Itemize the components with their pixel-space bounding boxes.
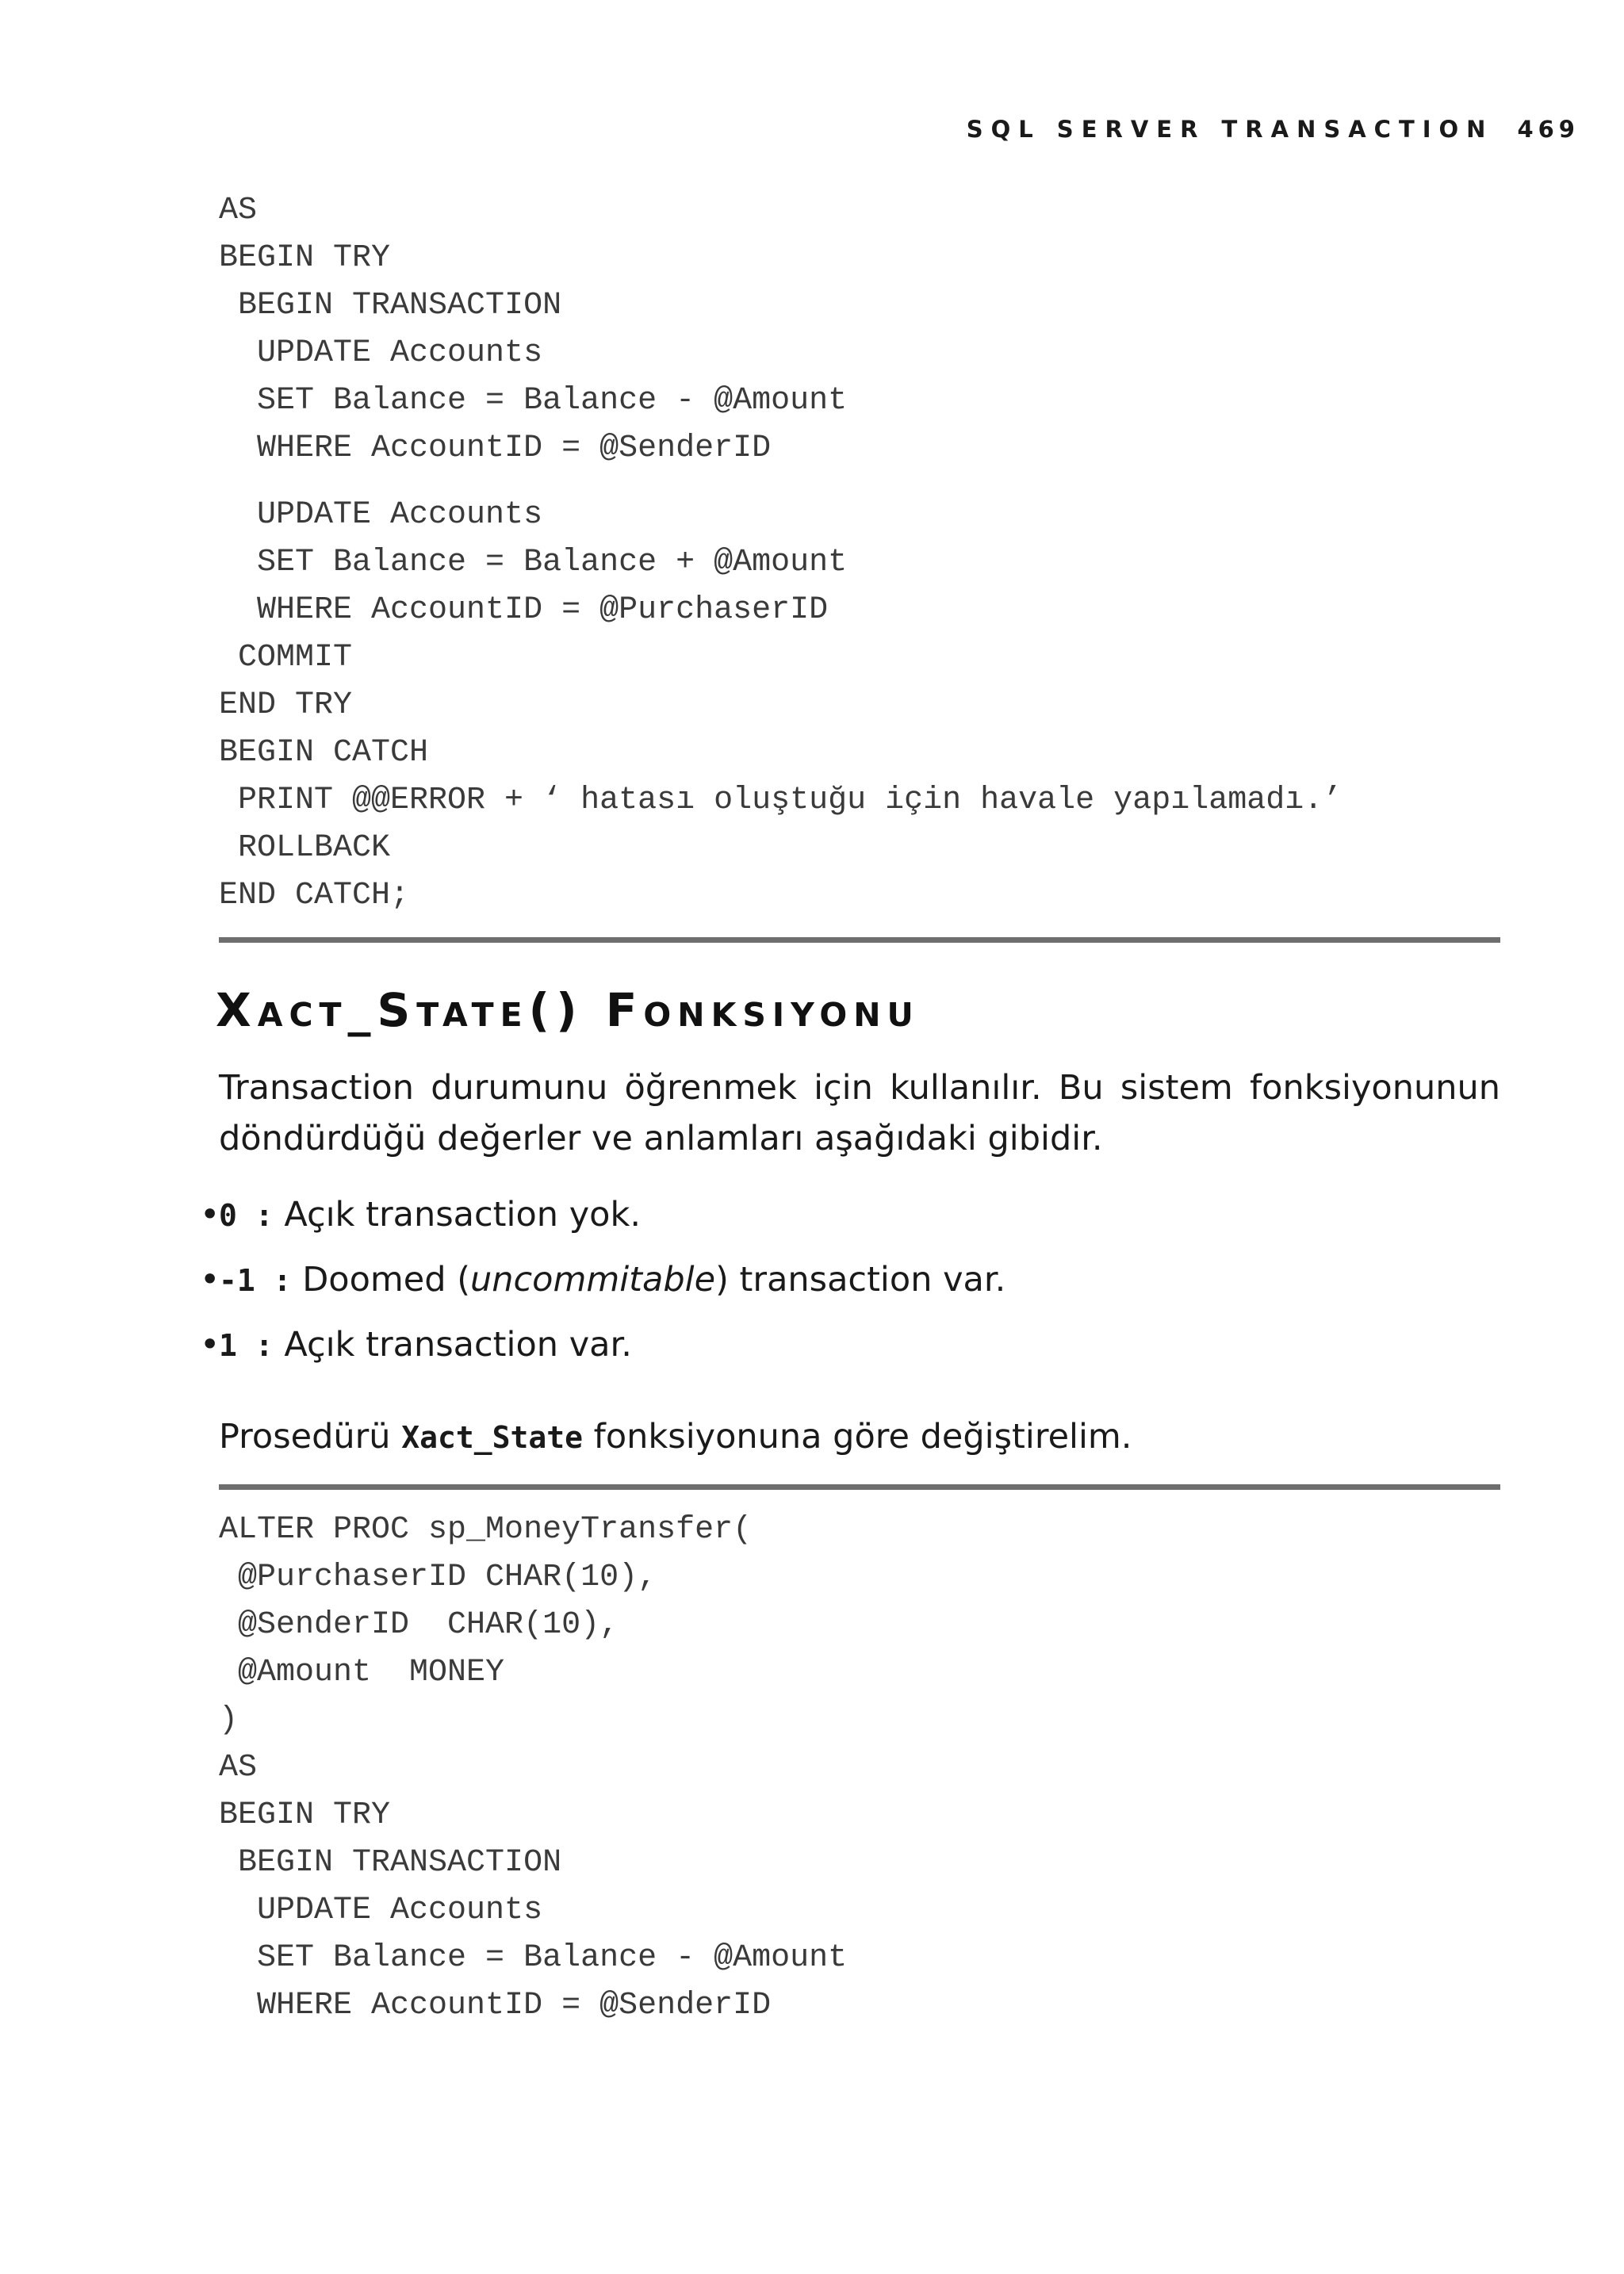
prosedur-after: fonksiyonuna göre değiştirelim. xyxy=(583,1417,1132,1457)
inline-code: Xact_State xyxy=(401,1420,584,1455)
section-title: Xact_State() Fonksiyonu xyxy=(216,983,920,1037)
page-number: 469 xyxy=(1517,116,1580,143)
code-line: WHERE AccountID = @SenderID xyxy=(219,1988,772,2023)
list-item xyxy=(200,1189,1005,1254)
code-line: ALTER PROC sp_MoneyTransfer( xyxy=(219,1512,753,1548)
divider xyxy=(219,1484,1500,1490)
code-line: WHERE AccountID = @PurchaserID xyxy=(219,592,829,628)
code-line: ROLLBACK xyxy=(219,830,391,866)
code-line: ) xyxy=(219,1702,239,1738)
bullet-value: 0 : xyxy=(219,1198,274,1233)
code-line: UPDATE Accounts xyxy=(219,497,543,533)
code-line: @SenderID CHAR(10), xyxy=(219,1607,619,1643)
code-line: @Amount MONEY xyxy=(219,1655,505,1690)
code-line: COMMIT xyxy=(219,640,353,676)
bullet-icon: • xyxy=(200,1325,220,1365)
code-line: SET Balance = Balance - @Amount xyxy=(219,383,848,419)
prosedur-paragraph xyxy=(219,1411,1500,1463)
bullet-icon: • xyxy=(200,1260,220,1300)
code-line: SET Balance = Balance - @Amount xyxy=(219,1940,848,1976)
bullet-text: Açık transaction yok. xyxy=(284,1195,642,1235)
bullet-text: Açık transaction var. xyxy=(284,1325,632,1365)
code-line: END CATCH; xyxy=(219,878,410,913)
code-block-top xyxy=(219,187,1342,920)
running-header xyxy=(872,116,1580,151)
intro-paragraph: Transaction durumunu öğrenmek için kullanılır. Bu sistem fonksiyonunun döndürdüğü değerler ve anlamları aşağıdaki gibidir. xyxy=(219,1068,1500,1158)
code-line: UPDATE Accounts xyxy=(219,335,543,371)
code-line: AS xyxy=(219,193,258,228)
code-line: BEGIN TRY xyxy=(219,1797,391,1833)
code-line: WHERE AccountID = @SenderID xyxy=(219,431,772,466)
bullet-icon: • xyxy=(200,1195,220,1235)
code-line: @PurchaserID CHAR(10), xyxy=(219,1560,657,1595)
bullet-italic: uncommitable xyxy=(470,1260,716,1300)
bullet-list xyxy=(200,1189,1005,1384)
code-line: SET Balance = Balance + @Amount xyxy=(219,545,848,580)
bullet-value: -1 : xyxy=(219,1263,292,1298)
bullet-text: Doomed ( xyxy=(302,1260,470,1300)
code-gap xyxy=(219,473,1342,492)
code-line: PRINT @@ERROR + ‘ hatası oluştuğu için havale yapılamadı.’ xyxy=(219,783,1342,818)
code-line: BEGIN TRANSACTION xyxy=(219,1845,562,1881)
code-block-bottom xyxy=(219,1506,847,2030)
bullet-value: 1 : xyxy=(219,1328,274,1363)
bullet-text-after: ) transaction var. xyxy=(715,1260,1006,1300)
code-line: BEGIN CATCH xyxy=(219,735,429,771)
code-line: UPDATE Accounts xyxy=(219,1893,543,1928)
code-line: BEGIN TRY xyxy=(219,240,391,276)
code-line: BEGIN TRANSACTION xyxy=(219,288,562,323)
divider xyxy=(219,937,1500,943)
prosedur-before: Prosedürü xyxy=(219,1417,402,1457)
list-item xyxy=(200,1254,1005,1319)
code-line: AS xyxy=(219,1750,258,1786)
list-item xyxy=(200,1319,1005,1384)
running-title: SQL SERVER TRANSACTION xyxy=(966,116,1494,143)
code-line: END TRY xyxy=(219,687,353,723)
